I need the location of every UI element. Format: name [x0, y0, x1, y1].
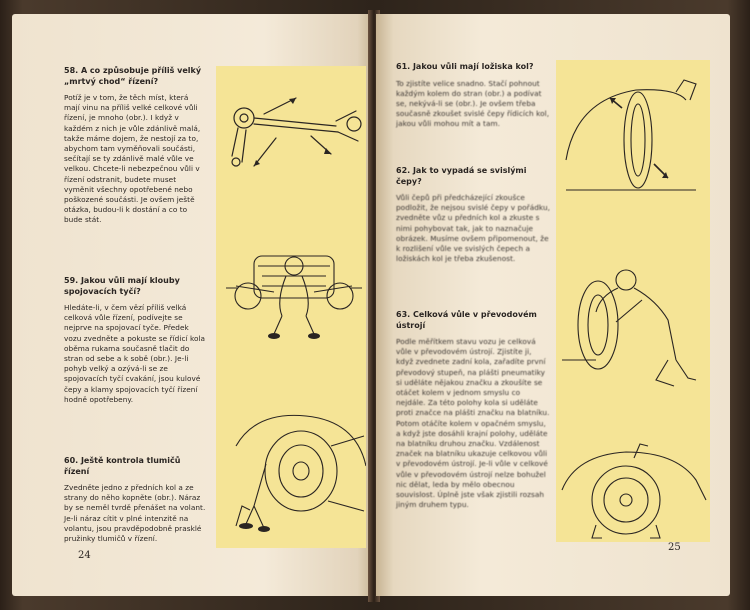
arrow-marks: [254, 98, 331, 166]
illustration-panel-right: [556, 60, 710, 542]
wheel-kick-drawing: [236, 415, 366, 528]
section-61: [396, 62, 550, 130]
mechanic-front-axle-drawing: [226, 256, 362, 334]
left-page: [12, 14, 372, 596]
bearing-arrows: [610, 98, 668, 178]
wheel-bearing-drawing: [566, 80, 696, 190]
section-62-heading: 62. Jak to vypadá se svislými čepy?: [396, 166, 527, 186]
section-63-body: Podle měřítkem stavu vozu je celková vůle v převodovém ústrojí. Zjistíte ji, když zvednete zadní kola, zařadíte první převodový stupeň, na plášti pneumatiky si uděláte nějakou značku a zkoušíte se otáčet kolem v jednom smyslu co nejdále. Za této polohy kola si uděláte proti značce na plášti značku na blatníku. Potom otáčíte kolem v opačném smyslu, a když jste dosáhli krajní polohy, uděláte na blatníku druhou značku. Vzdálenost značek na blatníku ukazuje celkovou vůli v převodovém ústrojí. Je-li vůle v celkové vůle v převodovém ústrojí nelze bohužel nic dělat, leda by mělo obecnou souvislost. Úplně jste však zjistili rozsah jiným druhem typu.: [396, 337, 550, 510]
section-60-body: Zvedněte jedno z předních kol a ze strany do něho kopněte (obr.). Náraz by se neměl tvrdě přenášet na volant. Je-li náraz cítit v plné intenzitě na volantu, jsou pravděpodobně prasklé pružinky tlumičů v řízení.: [64, 483, 206, 544]
bearing-arrowheads: [610, 98, 668, 178]
section-59-body: Hledáte-li, v čem vězí příliš velká celková vůle řízení, podívejte se nejprve na spojovací tyče. Předek vozu zvedněte a pokuste se řídicí kola oběma rukama současně tlačit do stran od sebe a k sobě (obr.). Je-li pohyb velký a ozývá-li se ze spojovacích tyčí cvakání, jsou kulové čepy a klamy spojovacích tyčí řízení hodně opotřebeny.: [64, 303, 206, 404]
section-63-heading: 63. Celková vůle v převodovém ústrojí: [396, 310, 537, 330]
rear-wheel-marking-drawing: [562, 444, 706, 538]
steering-illustrations-svg: [216, 66, 366, 548]
section-61-body: To zjistíte velice snadno. Stačí pohnout každým kolem do stran (obr.) a podívat se, nekývá-li se (obr.). Je ovšem třeba současně zkoušet svislé čepy řídicích kol, jakou vůli mohou mít a tam.: [396, 78, 550, 129]
illustration-panel-left: [216, 66, 366, 548]
shoe-marks: [268, 333, 320, 339]
mechanic-kingpin-drawing: [562, 270, 696, 386]
right-page: [376, 14, 730, 596]
section-63: [396, 310, 550, 510]
page-number-right: 25: [668, 542, 681, 553]
wheel-illustrations-svg: [556, 60, 710, 542]
section-61-heading: 61. Jakou vůli mají ložiska kol?: [396, 62, 534, 71]
section-58-body: Potíž je v tom, že těch míst, která mají vinu na příliš velké celkové vůli řízení, je mnoho (obr.). I když v každém z nich je vůle zdánlivě malá, takže máme dojem, že nestojí za to, abychom tam vyměňovali součásti, sečítají se ty zdánlivě malé vůle ve velkou. Chcete-li nebezpečnou vůli v řízení odstranit, budete muset vyměnit všechny opotřebené nebo poškozené součásti. Je ovšem ještě otázka, budou-li k dostání a co to bude stát.: [64, 93, 201, 225]
page-number-left: 24: [78, 550, 91, 561]
section-59-heading: 59. Jakou vůli mají klouby spojovacích tyčí?: [64, 276, 180, 296]
section-60-heading: 60. Ještě kontrola tlumičů řízení: [64, 456, 181, 476]
section-59: [64, 276, 206, 405]
boot-marks: [239, 523, 270, 532]
section-60: [64, 456, 206, 544]
section-62: [396, 166, 550, 264]
section-62-body: Vůli čepů při předcházející zkoušce podložit, že nejsou svislé čepy v pořádku, zvedněte vůz u předních kol a zkuste s nimi pohybovat tak, jak to naznačuje obrázek. Musíme ovšem připomenout, že k rozlišení vůle ve svislých čepech a ložiskách kol je třeba zkušenost.: [396, 193, 551, 264]
section-58-heading: 58. A co způsobuje příliš velký „mrtvý chod“ řízení?: [64, 66, 202, 86]
section-58: [64, 66, 206, 226]
steering-linkage-drawing: [232, 98, 361, 166]
